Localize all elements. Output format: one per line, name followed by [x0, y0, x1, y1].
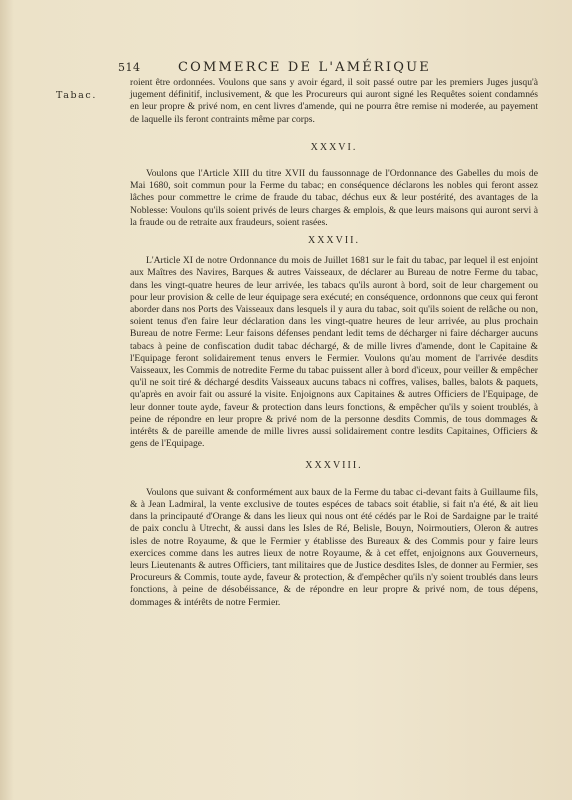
page-header	[118, 60, 538, 75]
margin-note-tabac: Tabac.	[56, 90, 97, 101]
article-heading-36: XXXVI.	[310, 141, 358, 153]
article-heading-37: XXXVII.	[307, 235, 361, 247]
intro-paragraph: roient être ordonnées. Voulons que sans y avoir égard, il soit passé outre par les premiers Juges jusqu'à jugement définitif, inclusivement, & que les Procureurs qui auront signé les Requêtes soient condamnés en leur propre & privé nom, en cent livres d'amende, qui ne pourra être remise ni moderée, au payement de laquelle ils feront contraints même par corps.	[130, 77, 538, 125]
article-text-36: Voulons que l'Article XIII du titre XVII du faussonnage de l'Ordonnance des Gabelles du mois de Mai 1680, soit commun pour la Ferme du tabac; en conséquence déclarons les nobles qui feront assez lâches pour commettre le crime de fraude du tabac, déchus eux & leur postérité, des avantages de la Noblesse: Voulons qu'ils soient privés de leurs charges & emplois, & que leurs maisons qui auront servi à la fraude ou de retraite aux fraudeurs, soient rasées.	[130, 168, 538, 228]
body-text	[130, 77, 538, 609]
page-number: 514	[118, 61, 141, 74]
article-heading-38: XXXVIII.	[305, 460, 363, 472]
running-title: COMMERCE DE L'AMÉRIQUE	[178, 60, 431, 75]
article-text-37: L'Article XI de notre Ordonnance du mois de Juillet 1681 sur le fait du tabac, par lequel il est enjoint aux Maîtres des Navires, Barques & autres Vaisseaux, de déclarer au Bureau de notre Ferme du tabac, dans les vingt-quatre heures de leur arrivée, les tabacs qu'ils auront à bord, soit de leur chargement ou pour leur provision & celle de leur équipage sera exécuté; en conséquence, ordonnons que ceux qui feront aborder dans nos Ports des Vaisseaux dans lesquels il y aura du tabac, soit qu'ils soient de relâche ou non, soient tenus d'en faire leur déclaration dans les vingt-quatre heures de leur arrivée, au plus prochain Bureau de notre Ferme: Leur faisons défenses pendant ledit tems de décharger ni faire décharger aucuns tabacs à peine de confiscation dudit tabac déchargé, & de mille livres d'amende, dont le Capitaine & l'Equipage feront solidairement tenus envers le Fermier. Voulons qu'au moment de l'arrivée desdits Vaisseaux, les Commis de notredite Ferme du tabac puissent aller à bord d'iceux, pour veiller & empêcher qu'il ne soit tiré & déchargé desdits Vaisseaux aucuns tabacs ni coffres, valises, balles, balots & paquets, qu'après en avoir fait ou assuré la visite. Enjoignons aux Capitaines & autres Officiers de l'Equipage, de leur donner toute ayde, faveur & protection dans leurs fonctions, & empêcher qu'ils y soient troublés, à peine de répondre en leur propre & privé nom de la personne desdits Commis, de tous dommages & intérêts & de pareille amende de mille livres aussi solidairement contre lesdits Capitaines, Officiers & gens de l'Equipage.	[130, 255, 538, 450]
article-text-38: Voulons que suivant & conformément aux baux de la Ferme du tabac ci-devant faits à Guillaume fils, & à Jean Ladmiral, la vente exclusive de toutes espéces de tabacs soit établie, si fait n'a été, & ait lieu dans la principauté d'Orange & dans les lieux qui nous ont été cédés par le Roi de Sardaigne par le traité de paix conclu à Utrecht, & aussi dans les Isles de Ré, Belisle, Bouyn, Noirmoutiers, Oleron & autres isles de notre Royaume, & que le Fermier y établisse des Bureaux & des Commis pour y faire leurs exercices comme dans les autres lieux de notre Royaume, & à cet effet, enjoignons aux Gouverneurs, leurs Lieutenants & autres Officiers, tant militaires que de Justice desdites Isles, de donner au Fermier, ses Procureurs & Commis, toute ayde, faveur & protection, & d'empêcher qu'ils n'y soient troublés dans leurs fonctions, à peine de désobéissance, & de répondre en leur propre & privé nom, de tous dépens, dommages & intérêts de notre Fermier.	[130, 486, 538, 608]
